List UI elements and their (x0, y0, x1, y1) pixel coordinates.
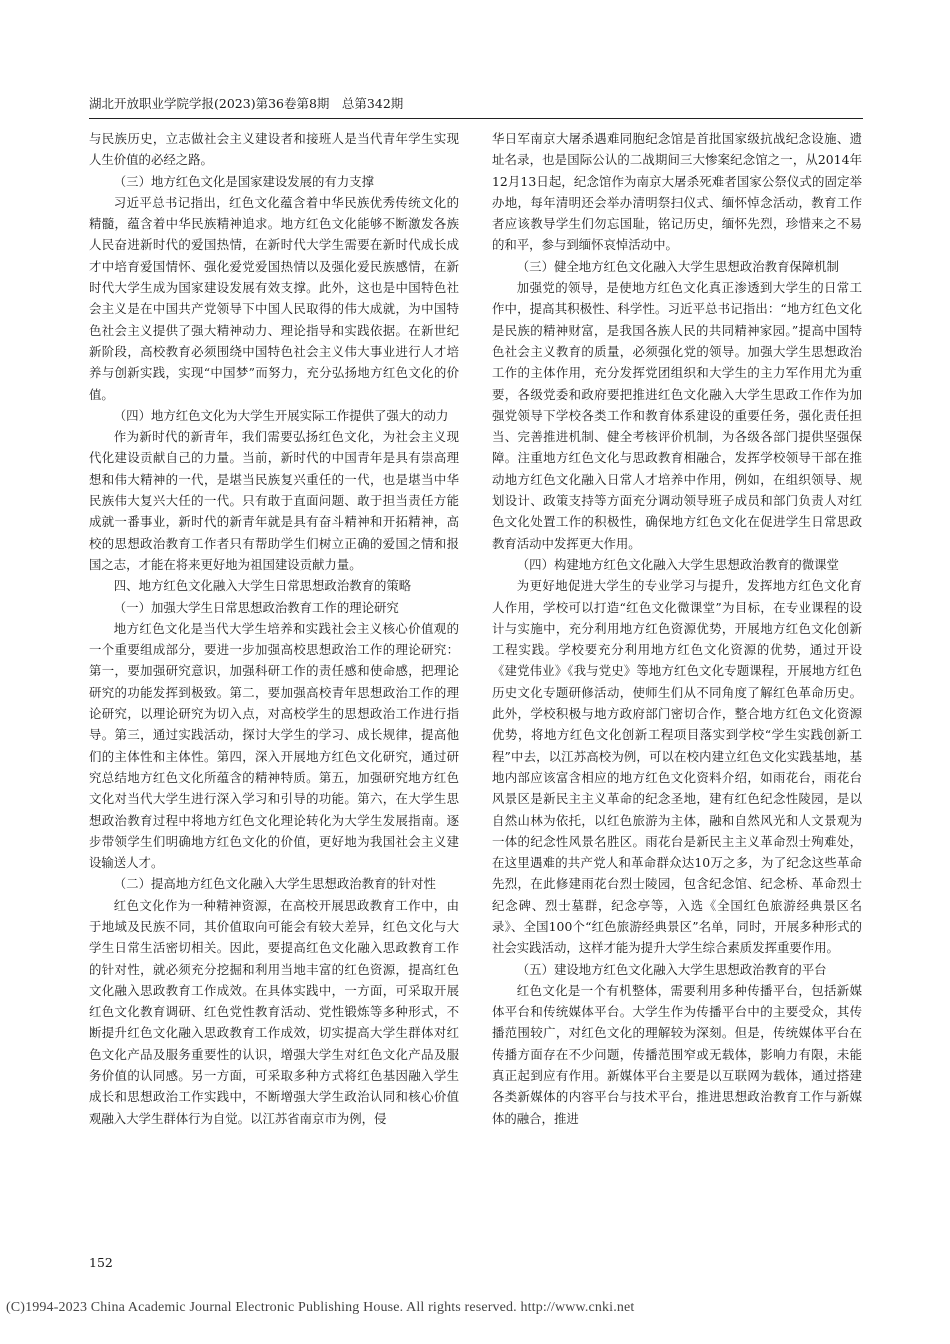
paragraph: 加强党的领导，是使地方红色文化真正渗透到大学生的日常工作中，提高其积极性、科学性。习近平总书记指出：“地方红色文化是民族的精神财富，是我国各族人民的共同精神家园。”提高中国特色社会主义教育的质量，必须强化党的领导。加强大学生思想政治工作的主体作用，充分发挥党团组织和大学生的主力军作用尤为重要，各级党委和政府要把推进红色文化融入大学生思政工作作为加强党领导下学校各类工作和教育体系建设的重要任务，强化责任担当、完善推进机制、健全考核评价机制，为各级各部门提供坚强保障。注重地方红色文化与思政教育相融合，发挥学校领导干部在推动地方红色文化融入日常人才培养中作用，例如，在组织领导、规划设计、政策支持等方面充分调动领导班子成员和部门负责人对红色文化处置工作的积极性，确保地方红色文化在促进学生日常思政教育活动中发挥更大作用。 (492, 280, 862, 551)
section-heading: （四）地方红色文化为大学生开展实际工作提供了强大的动力 (113, 407, 449, 423)
paragraph: 作为新时代的新青年，我们需要弘扬红色文化，为社会主义现代化建设贡献自己的力量。当前，新时代的中国青年是具有崇高理想和伟大精神的一代，是堪当民族复兴重任的一代，也是堪当中华民族伟大复兴大任的一代。只有敢于直面问题、敢于担当责任方能成就一番事业，新时代的新青年就是具有奋斗精神和开拓精神，高校的思想政治教育工作者只有帮助学生们树立正确的爱国之情和报国之志，才能在将来更好地为祖国建设贡献力量。 (89, 429, 459, 572)
paragraph: 红色文化是一个有机整体，需要利用多种传播平台，包括新媒体平台和传统媒体平台。大学生作为传播平台中的主要受众，其传播范围较广，对红色文化的理解较为深刻。但是，传统媒体平台在传播方面存在不少问题，传播范围窄或无载体，影响力有限，未能真正起到应有作用。新媒体平台主要是以互联网为载体，通过搭建各类新媒体的内容平台与技术平台，推进思想政治教育工作与新媒体的融合，推进 (492, 982, 862, 1126)
paragraph: 红色文化作为一种精神资源，在高校开展思政教育工作中，由于地域及民族不同，其价值取向可能会有较大差异，红色文化与大学生日常生活密切相关。因此，要提高红色文化融入思政教育工作的针对性，就必须充分挖掘和利用当地丰富的红色资源，提高红色文化融入思政教育工作成效。在具体实践中，一方面，可采取开展红色文化教育调研、红色党性教育活动、党性锻炼等多种形式，不断提升红色文化融入思政教育工作成效，切实提高大学生群体对红色文化产品及服务重要性的认识，增强大学生对红色文化产品及服务价值的认同感。另一方面，可采取多种方式将红色基因融入学生成长和思想政治工作实践中，不断增强大学生政治认同和核心价值观融入大学生群体行为自觉。以江苏省南京市为例，侵 (89, 897, 459, 1126)
paragraph: 为更好地促进大学生的专业学习与提升，发挥地方红色文化育人作用，学校可以打造“红色文化微课堂”为目标，在专业课程的设计与实施中，充分利用地方红色资源优势，开展地方红色文化创新工程实践。学校要充分利用地方红色文化资源的优势，通过开设《建党伟业》《我与党史》等地方红色文化专题课程，开展地方红色历史文化专题研修活动，使师生们从不同角度了解红色革命历史。此外，学校积极与地方政府部门密切合作，整合地方红色文化资源优势，将地方红色文化创新工程项目落实到学校“学生实践创新工程”中去，以江苏高校为例，可以在校内建立红色文化实践基地，基地内部应该富含相应的地方红色文化资料介绍，如雨花台，雨花台风景区是新民主主义革命的纪念圣地，建有红色纪念性陵园，是以自然山林为依托，以红色旅游为主体，融和自然风光和人文景观为一体的纪念性风景名胜区。雨花台是新民主主义革命烈士殉难处，在这里遇难的共产党人和革命群众达10万之多，为了纪念这些革命先烈，在此修建雨花台烈士陵园，包含纪念馆、纪念桥、革命烈士纪念碑、烈士墓群，纪念亭等，入选《全国红色旅游经典景区名录》、全国100个“红色旅游经典景区”名单，同时，开展多种形式的社会实践活动，这样才能为提升大学生综合素质发挥重要作用。 (492, 578, 862, 956)
section-heading: 四、地方红色文化融入大学生日常思想政治教育的策略 (113, 578, 412, 594)
section-heading: （二）提高地方红色文化融入大学生思想政治教育的针对性 (113, 876, 436, 892)
paragraph: 习近平总书记指出，红色文化蕴含着中华民族优秀传统文化的精髓，蕴含着中华民族精神追求。地方红色文化能够不断激发各族人民奋进新时代的爱国热情，在新时代大学生需要在新时代成长成才中培育爱国情怀、强化爱党爱国热情以及强化爱民族感情，在新时代大学生成为国家建设发展有效支撑。此外，这也是中国特色社会主义是在中国共产党领导下中国人民取得的伟大成就，为中国特色社会主义提供了强大精神动力、理论指导和实践依据。在新世纪新阶段，高校教育必须围绕中国特色社会主义伟大事业进行人才培养与创新实践，实现“中国梦”而努力，充分弘扬地方红色文化的价值。 (89, 194, 459, 402)
header-rule (89, 118, 863, 119)
page-number: 152 (89, 1255, 113, 1270)
right-column (492, 128, 862, 1129)
section-heading: （三）地方红色文化是国家建设发展的有力支撑 (113, 173, 374, 189)
left-column (89, 128, 459, 1129)
section-heading: （五）建设地方红色文化融入大学生思想政治教育的平台 (516, 961, 827, 977)
section-heading: （四）构建地方红色文化融入大学生思想政治教育的微课堂 (516, 556, 839, 572)
paragraph: 地方红色文化是当代大学生培养和实践社会主义核心价值观的一个重要组成部分，要进一步加强高校思想政治工作的理论研究：第一，要加强研究意识，加强科研工作的责任感和使命感，把理论研究的功能发挥到极致。第二，要加强高校青年思想政治工作的理论研究，以理论研究为切入点，对高校学生的思想政治工作进行指导。第三，通过实践活动，探讨大学生的学习、成长规律，提高他们的主体性和主体性。第四，深入开展地方红色文化研究，通过研究总结地方红色文化所蕴含的精神特质。第五，加强研究地方红色文化对当代大学生进行深入学习和引导的功能。第六，在大学生思想政治教育过程中将地方红色文化理论转化为大学生发展指南。逐步带领学生们明确地方红色文化的价值，更好地为我国社会主义建设输送人才。 (89, 620, 459, 871)
copyright-footer: (C)1994-2023 China Academic Journal Electronic Publishing House. All rights reserved. http://www.cnki.net (6, 1300, 635, 1315)
section-heading: （三）健全地方红色文化融入大学生思想政治教育保障机制 (516, 258, 839, 274)
paragraph: 与民族历史，立志做社会主义建设者和接班人是当代青年学生实现人生价值的必经之路。 (89, 131, 459, 168)
section-heading: （一）加强大学生日常思想政治教育工作的理论研究 (113, 599, 399, 615)
journal-header: 湖北开放职业学院学报(2023)第36卷第8期 总第342期 (89, 96, 404, 111)
paragraph: 华日军南京大屠杀遇难同胞纪念馆是首批国家级抗战纪念设施、遗址名录，也是国际公认的二战期间三大惨案纪念馆之一，从2014年12月13日起，纪念馆作为南京大屠杀死难者国家公祭仪式的固定举办地，每年清明还会举办清明祭扫仪式、缅怀悼念活动，教育工作者应该教导学生们勿忘国耻，铭记历史，缅怀先烈，珍惜来之不易的和平，参与到缅怀哀悼活动中。 (492, 131, 862, 253)
